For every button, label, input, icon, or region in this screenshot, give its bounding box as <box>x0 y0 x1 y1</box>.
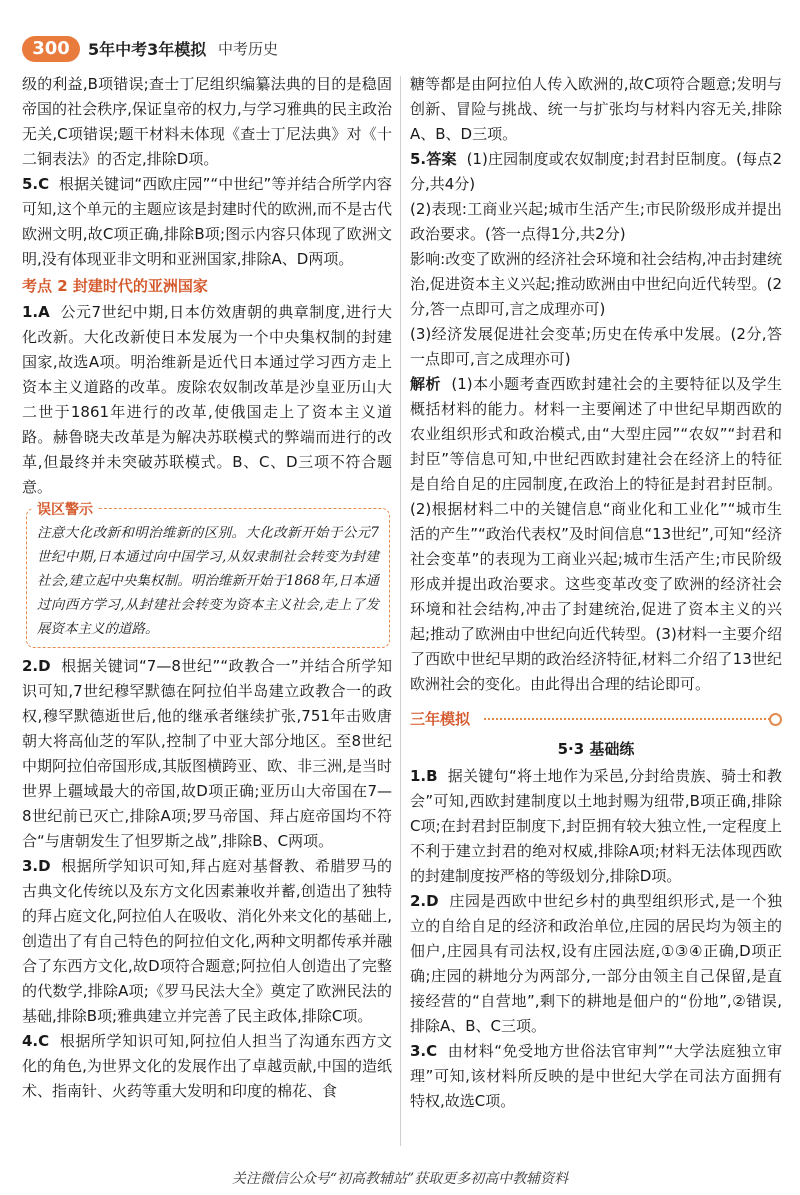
answer-item <box>22 854 392 1029</box>
answer-item <box>22 1029 392 1104</box>
answer-number: 2.D <box>410 892 439 910</box>
warning-title: 误区警示 <box>33 498 97 522</box>
answer-item <box>410 889 782 1039</box>
answer-item <box>22 172 392 272</box>
answer-number: 4.C <box>22 1032 50 1050</box>
section-label: 三年模拟 <box>410 707 476 732</box>
answer-number: 5.C <box>22 175 50 193</box>
right-column <box>410 72 782 1114</box>
answer-text: 根据关键词“7—8世纪”“政教合一”并结合所学知识可知,7世纪穆罕默德在阿拉伯半岛建立政教合一的政权,穆罕默德逝世后,他的继承者继续扩张,751年击败唐朝大将高仙芝的军队,控制了中亚大部分地区。至8世纪中期阿拉伯帝国形成,其版图横跨亚、欧、非三洲,是当时世界上疆域最大的帝国,故D项正确;亚历山大帝国在7—8世纪前已灭亡,排除A项;罗马帝国、拜占庭帝国均不符合“与唐朝发生了怛罗斯之战”,排除B、C两项。 <box>22 657 392 850</box>
subject-label: 中考历史 <box>218 40 279 58</box>
analysis-text: (1)本小题考查西欧封建社会的主要特征以及学生概括材料的能力。材料一主要阐述了中世纪早期西欧的农业组织形式和政治模式,由“大型庄园”“农奴”“封君和封臣”等信息可知,中世纪西欧封建社会在经济上的特征是自给自足的庄园制度,在政治上的特征是封君封臣制。(2)根据材料二中的关键信息“商业化和工业化”“城市生活的产生”“政治代表权”及时间信息“13世纪”,可知“经济社会变革”的表现为工商业兴起;城市生活产生;市民阶级形成并提出政治要求。这些变革改变了欧洲的经济社会环境和社会结构,冲击了封建统治,促进了资本主义的兴起;推动了欧洲由中世纪向近代转型。(3)材料一主要介绍了西欧中世纪早期的政治经济特征,材料二介绍了13世纪欧洲社会的变化。由此得出合理的结论即可。 <box>410 375 782 693</box>
warning-text: 注意大化改新和明治维新的区别。大化改新开始于公元7世纪中期,日本通过向中国学习,从奴隶制社会转变为封建社会,建立起中央集权制。明治维新开始于1868年,日本通过向西方学习,从封建社会转变为资本主义社会,走上了发展资本主义的道路。 <box>37 525 379 637</box>
book-title: 5年中考3年模拟 <box>88 40 207 59</box>
answer-part: (2)表现:工商业兴起;城市生活产生;市民阶级形成并提出政治要求。(答一点得1分,共2分) <box>410 200 782 243</box>
answer-item <box>22 654 392 854</box>
answer-text: 据关键句“将土地作为采邑,分封给贵族、骑士和教会”可知,西欧封建制度以土地封赐为纽带,B项正确,排除C项;在封君封臣制度下,封臣拥有较大独立性,一定程度上不利于建立封君的绝对权威,排除A项;材料无法体现西欧的封建制度按严格的等级划分,排除D项。 <box>410 767 782 885</box>
page-number: 300 <box>22 36 80 62</box>
answer-item <box>410 764 782 889</box>
answer-number: 3.D <box>22 857 51 875</box>
column-divider <box>400 76 401 1146</box>
continued-paragraph: 级的利益,B项错误;查士丁尼组织编纂法典的目的是稳固帝国的社会秩序,保证皇帝的权力,与学习雅典的民主政治无关,C项错误;题干材料未体现《查士丁尼法典》对《十二铜表法》的否定,排除D项。 <box>22 75 392 168</box>
answer-item <box>22 300 392 500</box>
section-circle-icon <box>769 713 782 726</box>
answer-number: 5.答案 <box>410 150 457 168</box>
answer-item <box>410 1039 782 1114</box>
analysis <box>410 372 782 697</box>
section-dotted-line <box>484 718 774 720</box>
answer-text: 庄园是西欧中世纪乡村的典型组织形式,是一个独立的自给自足的经济和政治单位,庄园的居民均为领主的佃户,庄园具有司法权,设有庄园法庭,①③④正确,D项正确;庄园的耕地分为两部分,一部分由领主自己保留,是直接经营的“自营地”,剩下的耕地是佃户的“份地”,②错误,排除A、B、C三项。 <box>410 892 782 1035</box>
answer-text: 根据关键词“西欧庄园”“中世纪”等并结合所学内容可知,这个单元的主题应该是封建时代的欧洲,而不是古代欧洲文明,故C项正确,排除B项;图示内容只体现了欧洲文明,没有体现亚非文明和亚洲国家,排除A、D两项。 <box>22 175 392 268</box>
answer-number: 1.B <box>410 767 438 785</box>
answer-number: 1.A <box>22 303 50 321</box>
topic-heading: 考点 2 封建时代的亚洲国家 <box>22 277 208 295</box>
continued-paragraph: 糖等都是由阿拉伯人传入欧洲的,故C项符合题意;发明与创新、冒险与挑战、统一与扩张均与材料内容无关,排除A、B、D三项。 <box>410 75 782 143</box>
answer-text: 根据所学知识可知,拜占庭对基督教、希腊罗马的古典文化传统以及东方文化因素兼收并蓄,创造出了独特的拜占庭文化,阿拉伯人在吸收、消化外来文化的基础上,创造出了有自己特色的阿拉伯文化,两种文明都传承并融合了东西方文化,故D项符合题意;阿拉伯人创造出了完整的代数学,排除A项;《罗马民法大全》奠定了欧洲民法的基础,排除B项;雅典建立并完善了民主政体,排除C项。 <box>22 857 392 1025</box>
answer-text: 公元7世纪中期,日本仿效唐朝的典章制度,进行大化改新。大化改新使日本发展为一个中央集权制的封建国家,故选A项。明治维新是近代日本通过学习西方走上资本主义道路的改革。废除农奴制改革是沙皇亚历山大二世于1861年进行的改革,使俄国走上了资本主义道路。赫鲁晓夫改革是为解决苏联模式的弊端而进行的改革,但最终并未突破苏联模式。B、C、D三项不符合题意。 <box>22 303 392 496</box>
answer-item <box>410 147 782 197</box>
warning-box <box>26 502 390 648</box>
answer-number: 2.D <box>22 657 51 675</box>
answer-number: 3.C <box>410 1042 438 1060</box>
answer-part: (3)经济发展促进社会变革;历史在传承中发展。(2分,答一点即可,言之成理亦可) <box>410 325 782 368</box>
analysis-label: 解析 <box>410 375 441 393</box>
section-bar <box>410 705 782 733</box>
sub-heading: 5·3 基础练 <box>557 740 635 758</box>
page-header <box>0 0 800 62</box>
footer-note: 关注微信公众号“初高教辅站”获取更多初高中教辅资料 <box>231 1171 569 1187</box>
answer-text: 由材料“免受地方世俗法官审判”“大学法庭独立审理”可知,该材料所反映的是中世纪大学在司法方面拥有特权,故选C项。 <box>410 1042 782 1110</box>
left-column <box>22 72 392 1104</box>
answer-text: (1)庄园制度或农奴制度;封君封臣制度。(每点2分,共4分) <box>410 150 782 193</box>
answer-part: 影响:改变了欧洲的经济社会环境和社会结构,冲击封建统治,促进资本主义兴起;推动欧洲由中世纪向近代转型。(2分,答一点即可,言之成理亦可) <box>410 250 782 318</box>
answer-text: 根据所学知识可知,阿拉伯人担当了沟通东西方文化的角色,为世界文化的发展作出了卓越贡献,中国的造纸术、指南针、火药等重大发明和印度的棉花、食 <box>22 1032 392 1100</box>
